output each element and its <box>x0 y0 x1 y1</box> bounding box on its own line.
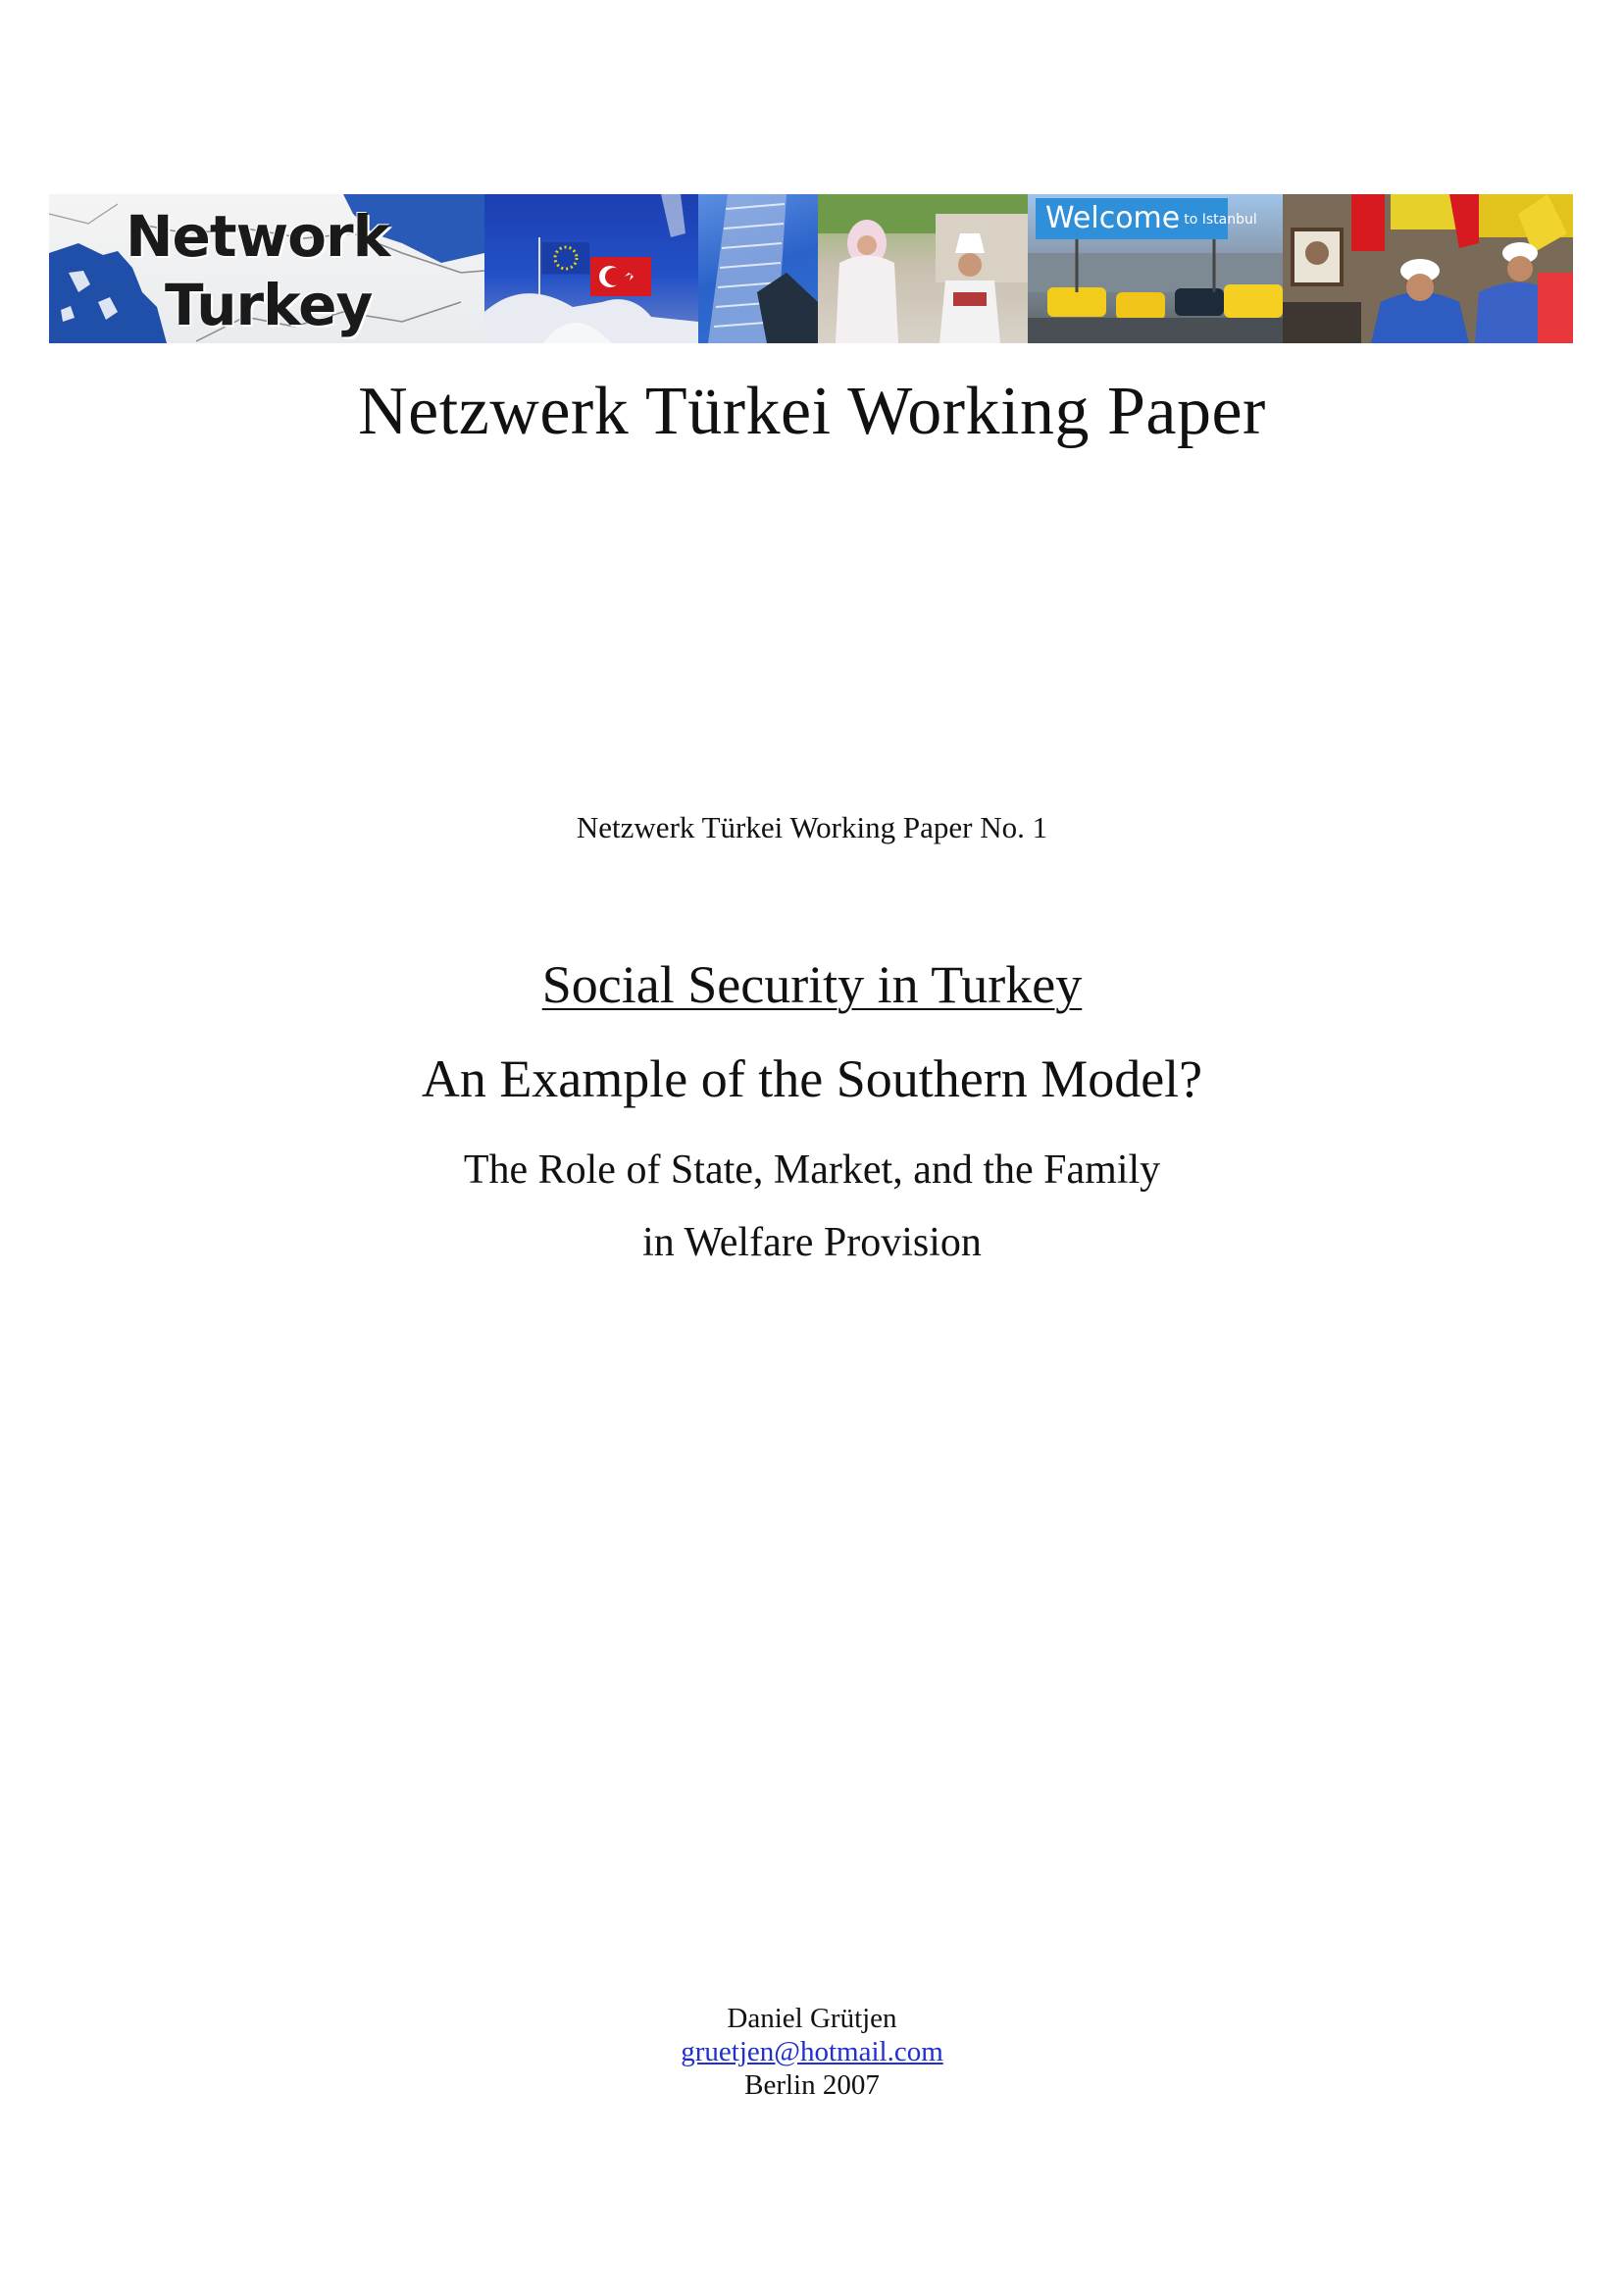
paper-title-text: Social Security in Turkey <box>541 955 1083 1014</box>
paper-title <box>0 953 1624 1016</box>
place-and-year: Berlin 2007 <box>744 2069 880 2101</box>
logo-text-network: Network <box>126 203 390 270</box>
document-header-title: Netzwerk Türkei Working Paper <box>358 374 1266 449</box>
street-people-photo <box>818 194 1028 343</box>
network-turkey-logo-panel <box>49 194 484 343</box>
protest-illustration <box>1283 194 1573 343</box>
paper-subtitle-line1: The Role of State, Market, and the Family <box>463 1147 1161 1193</box>
logo-text-turkey: Turkey <box>165 272 373 338</box>
eu-turkey-flags-photo <box>484 194 698 343</box>
protest-photo <box>1283 194 1573 343</box>
author-email-link[interactable]: gruetjen@hotmail.com <box>681 2036 943 2067</box>
istanbul-welcome-photo <box>1028 194 1283 343</box>
series-label: Netzwerk Türkei Working Paper No. 1 <box>576 810 1048 844</box>
welcome-sign-text: Welcome <box>1045 201 1181 235</box>
street-illustration <box>1028 194 1283 343</box>
author-name: Daniel Grütjen <box>727 2003 897 2034</box>
paper-subtitle-line2: in Welfare Provision <box>642 1220 982 1265</box>
skyscraper-illustration <box>698 194 818 343</box>
skyscraper-photo <box>698 194 818 343</box>
welcome-sign-subtext: to Istanbul <box>1184 211 1257 228</box>
paper-subtitle-question: An Example of the Southern Model? <box>421 1049 1203 1108</box>
author-email-line <box>0 2034 1624 2069</box>
people-illustration <box>818 194 1028 343</box>
header-banner <box>49 194 1573 343</box>
flags-illustration <box>484 194 698 343</box>
